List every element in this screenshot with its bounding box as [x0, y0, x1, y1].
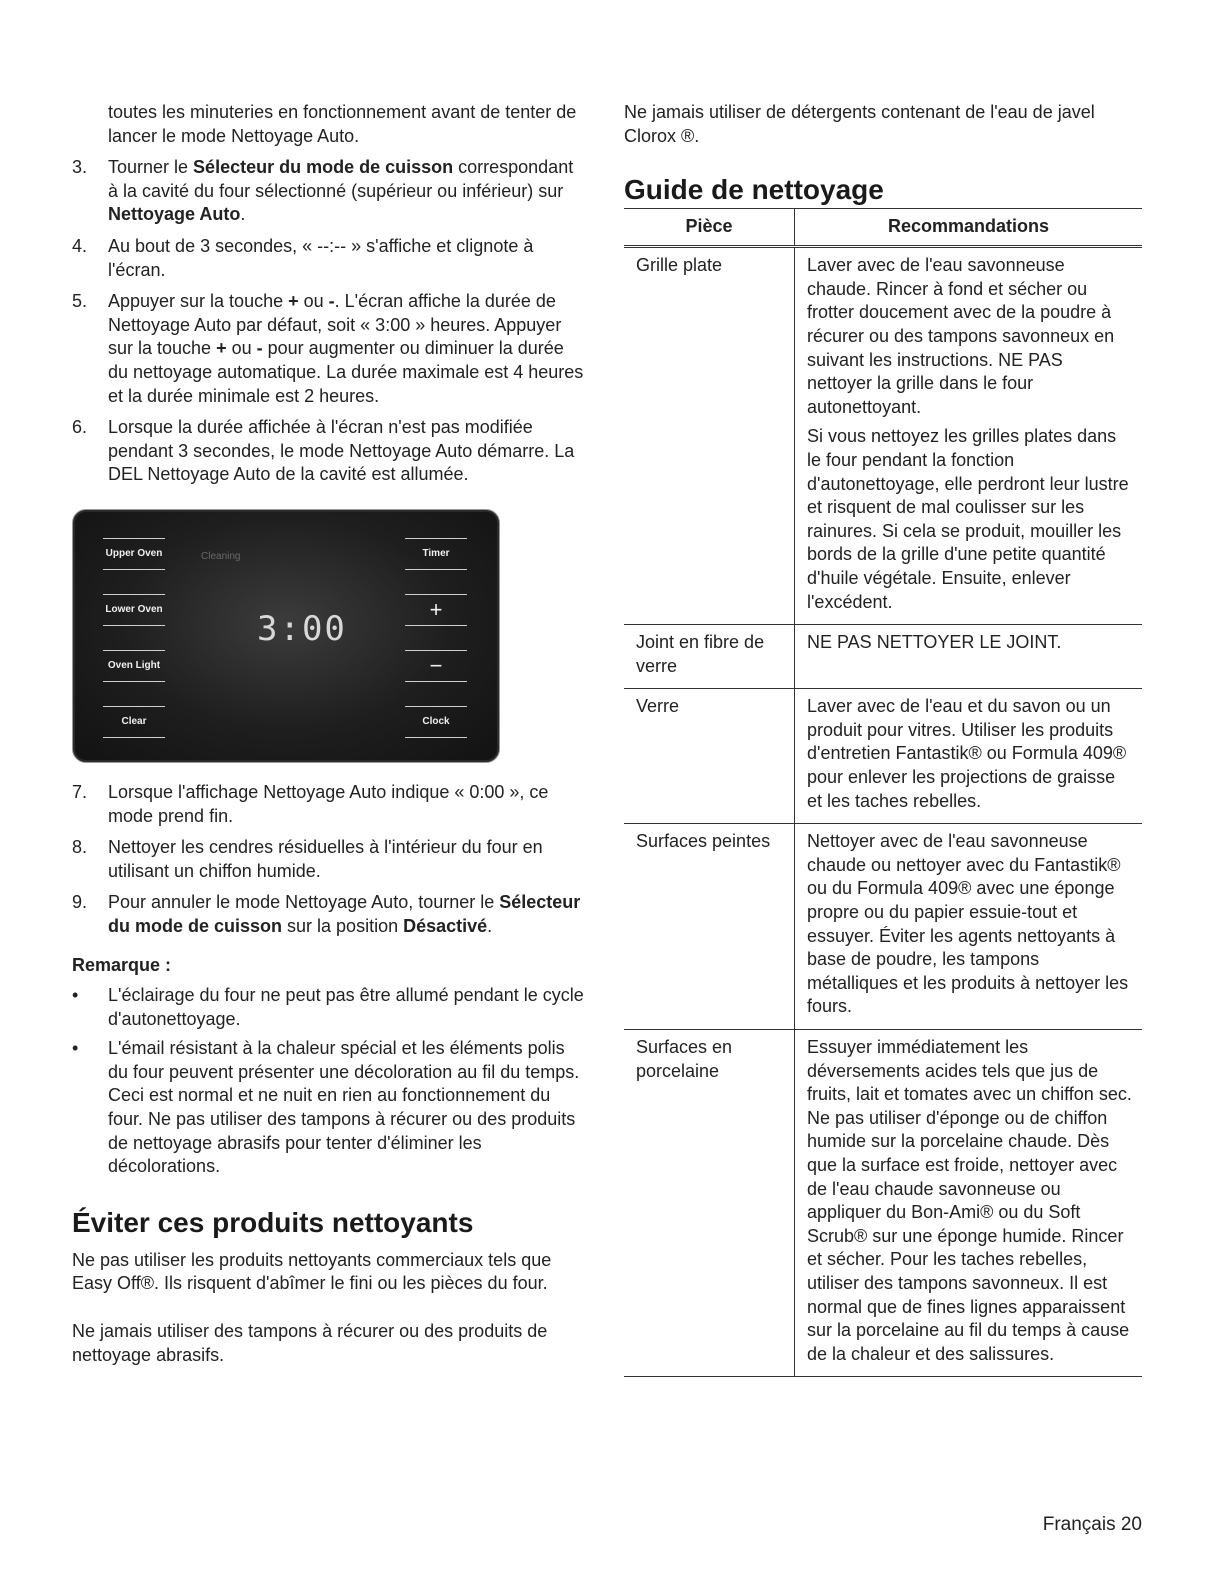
table-row	[624, 824, 1142, 1030]
piece-cell: Surfaces en porcelaine	[624, 1030, 795, 1377]
right-column	[624, 101, 1144, 1377]
step-5: 5. Appuyer sur la touche + ou -. L'écran affiche la durée de Nettoyage Auto par défaut, soit « 3:00 » heures. Appuyer sur la touche + ou - pour augmenter ou diminuer la durée du nettoyage automatique. La durée maximale est 4 heures et la durée minimale est 2 heures.	[72, 291, 584, 406]
bullet: •	[72, 985, 79, 1006]
step-number: 5.	[72, 291, 88, 312]
guide-heading: Guide de nettoyage	[624, 174, 884, 206]
piece-cell: Grille plate	[624, 247, 795, 625]
step-number: 4.	[72, 235, 88, 256]
recommendation-cell: Nettoyer avec de l'eau savonneuse chaude ou nettoyer avec du Fantastik® ou du Formula 409® avec une éponge propre ou du papier essuie-tout et essuyer. Éviter les agents nettoyants à base de poudre, les tampons métalliques et les produits à nettoyer les fours.	[795, 824, 1143, 1030]
piece-cell: Surfaces peintes	[624, 824, 795, 1030]
minus-button: −	[405, 650, 467, 682]
recommendation-cell: Essuyer immédiatement les déversements acides tels que jus de fruits, lait et tomates avec un chiffon sec. Ne pas utiliser d'éponge ou de chiffon humide sur la porcelaine chaude. Dès que la surface est froide, nettoyer avec de l'eau chaude savonneuse ou appliquer du Bon-Ami® ou du Soft Scrub® sur une éponge humide. Rincer et sécher. Pour les taches rebelles, utiliser des tampons savonneux. Il est normal que de fines lignes apparaissent sur la porcelaine au fil du temps à cause de la chaleur et des salissures.	[795, 1030, 1143, 1377]
step-9: 9. Pour annuler le mode Nettoyage Auto, tourner le Sélecteur du mode de cuisson sur la position Désactivé.	[72, 892, 581, 936]
steps-list-a	[72, 156, 588, 487]
avoid-paragraph-2: Ne jamais utiliser des tampons à récurer ou des produits de nettoyage abrasifs.	[72, 1321, 548, 1365]
oven-light-button: Oven Light	[103, 650, 165, 682]
page-footer: Français 20	[1042, 1514, 1142, 1535]
column-header-recommendations: Recommandations	[795, 209, 1143, 247]
note-item: • L'émail résistant à la chaleur spécial et les éléments polis du four peuvent présenter une décoloration au fil du temps. Ceci est normal et ne nuit en rien au fonctionnement du four. Ne pas utiliser des tampons à récurer ou des produits de nettoyage abrasifs pour tenter d'éliminer les décolorations.	[72, 1038, 580, 1177]
step-number: 7.	[72, 781, 88, 802]
bleach-warning: Ne jamais utiliser de détergents contenant de l'eau de javel Clorox ®.	[624, 102, 1095, 146]
table-header-row	[624, 209, 1142, 247]
remark-label: Remarque :	[72, 955, 172, 976]
bullet: •	[72, 1038, 79, 1059]
column-header-piece: Pièce	[624, 209, 795, 247]
step-number: 6.	[72, 417, 88, 438]
step-6: 6. Lorsque la durée affichée à l'écran n'est pas modifiée pendant 3 secondes, le mode Nettoyage Auto démarre. La DEL Nettoyage Auto de la cavité est allumée.	[72, 417, 575, 485]
clock-button: Clock	[405, 706, 467, 738]
table-row	[624, 689, 1142, 824]
piece-cell: Joint en fibre de verre	[624, 625, 795, 689]
step-4: 4. Au bout de 3 secondes, « --:-- » s'affiche et clignote à l'écran.	[72, 235, 534, 280]
timer-button: Timer	[405, 538, 467, 570]
step-8: 8. Nettoyer les cendres résiduelles à l'intérieur du four en utilisant un chiffon humide.	[72, 837, 543, 881]
step-7: 7. Lorsque l'affichage Nettoyage Auto indique « 0:00 », ce mode prend fin.	[72, 781, 549, 826]
upper-oven-button: Upper Oven	[103, 538, 165, 570]
display-readout: 3:00	[257, 608, 347, 649]
oven-control-panel-image	[72, 509, 500, 763]
table-row	[624, 625, 1142, 689]
cleaning-guide-table	[624, 208, 1142, 1377]
step-number: 9.	[72, 892, 88, 913]
note-item: • L'éclairage du four ne peut pas être allumé pendant le cycle d'autonettoyage.	[72, 985, 584, 1029]
steps-list-b	[72, 781, 588, 939]
remark-notes	[72, 984, 588, 1179]
avoid-paragraph-1: Ne pas utiliser les produits nettoyants commerciaux tels que Easy Off®. Ils risquent d'abîmer le fini ou les pièces du four.	[72, 1249, 552, 1294]
avoid-heading: Éviter ces produits nettoyants	[72, 1206, 474, 1238]
clear-button: Clear	[103, 706, 165, 738]
step-3: 3. Tourner le Sélecteur du mode de cuisson correspondant à la cavité du four sélectionné (supérieur ou inférieur) sur Nettoyage Auto.	[72, 157, 574, 225]
left-column	[72, 101, 588, 1367]
table-row	[624, 247, 1142, 625]
lower-oven-button: Lower Oven	[103, 594, 165, 626]
intro-continuation: toutes les minuteries en fonctionnement avant de tenter de lancer le mode Nettoyage Auto.	[108, 102, 577, 146]
plus-button: +	[405, 594, 467, 626]
table-row	[624, 1030, 1142, 1377]
recommendation-cell: NE PAS NETTOYER LE JOINT.	[795, 625, 1143, 689]
cleaning-indicator: Cleaning	[201, 550, 241, 562]
step-number: 3.	[72, 157, 88, 178]
recommendation-cell: Laver avec de l'eau savonneuse chaude. Rincer à fond et sécher ou frotter doucement avec de la poudre à récurer ou des tampons savonneux en suivant les instructions. NE PAS nettoyer la grille dans le four autonettoyant. Si vous nettoyez les grilles plates dans le four pendant la fonction d'autonettoyage, elle perdront leur lustre et risquent de mal coulisser sur les rainures. Si cela se produit, mouiller les bords de la grille d'une petite quantité d'huile végétale. Ensuite, enlever l'excédent.	[795, 247, 1143, 625]
step-number: 8.	[72, 837, 88, 858]
piece-cell: Verre	[624, 689, 795, 824]
recommendation-cell: Laver avec de l'eau et du savon ou un produit pour vitres. Utiliser les produits d'entretien Fantastik® ou Formula 409® pour enlever les projections de graisse et les taches rebelles.	[795, 689, 1143, 824]
